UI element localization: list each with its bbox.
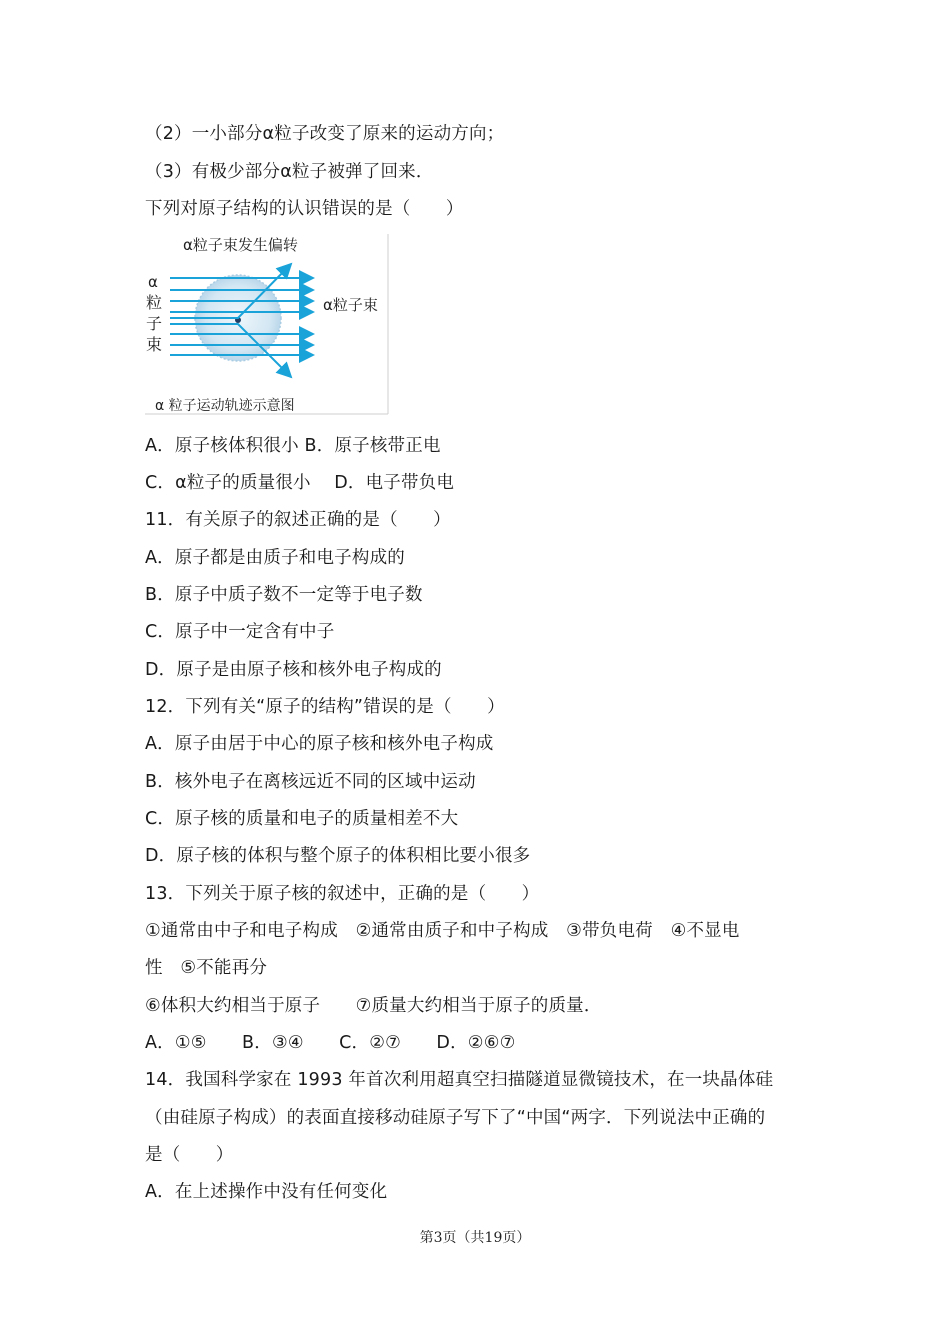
figure-right-label: α粒子束 (323, 296, 378, 314)
question-stem: 11．有关原子的叙述正确的是（ ） (145, 510, 451, 530)
figure-left-label-char: 束 (146, 335, 163, 354)
answer-option: D．原子核的体积与整个原子的体积相比要小很多 (145, 846, 531, 866)
statement-line: ①通常由中子和电子构成 ②通常由质子和中子构成 ③带负电荷 ④不显电 (145, 921, 740, 941)
answer-option: B．原子中质子数不一定等于电子数 (145, 585, 423, 605)
answer-option: A．原子都是由质子和电子构成的 (145, 548, 405, 568)
answer-option: C．原子核的质量和电子的质量相差不大 (145, 809, 459, 829)
answer-option: D．原子是由原子核和核外电子构成的 (145, 660, 442, 680)
figure-caption: α 粒子运动轨迹示意图 (155, 398, 295, 414)
question-stem: 14．我国科学家在 1993 年首次利用超真空扫描隧道显微镜技术，在一块晶体硅 (145, 1070, 774, 1090)
statement-line: ⑥体积大约相当于原子 ⑦质量大约相当于原子的质量． (145, 996, 602, 1016)
question-stem: 13．下列关于原子核的叙述中，正确的是（ ） (145, 884, 540, 904)
question-stem: 是（ ） (145, 1145, 234, 1165)
answer-option: B．核外电子在离核远近不同的区域中运动 (145, 772, 476, 792)
text-line: （2）一小部分α粒子改变了原来的运动方向； (145, 124, 505, 144)
answer-option: A．原子由居于中心的原子核和核外电子构成 (145, 734, 494, 754)
question-stem: 12．下列有关“原子的结构”错误的是（ ） (145, 697, 505, 717)
answer-option: A．在上述操作中没有任何变化 (145, 1182, 388, 1202)
text-line: （3）有极少部分α粒子被弹了回来． (145, 162, 434, 182)
figure-left-label-char: α (148, 273, 158, 291)
alpha-scattering-figure (145, 234, 390, 416)
answer-option: C．原子中一定含有中子 (145, 622, 335, 642)
figure-top-label: α粒子束发生偏转 (183, 236, 298, 254)
figure-left-label-char: 子 (146, 314, 163, 333)
alpha-scattering-diagram (145, 234, 390, 416)
answer-option: A．原子核体积很小 B．原子核带正电 (145, 436, 441, 456)
page-footer: 第3页（共19页） (419, 1230, 531, 1246)
answer-option: C．α粒子的质量很小 D．电子带负电 (145, 473, 455, 493)
question-stem: 下列对原子结构的认识错误的是（ ） (145, 199, 464, 219)
statement-line: 性 ⑤不能再分 (145, 958, 268, 978)
question-stem: （由硅原子构成）的表面直接移动硅原子写下了“中国“两字．下列说法中正确的 (145, 1108, 766, 1128)
answer-option: A．①⑤ B．③④ C．②⑦ D．②⑥⑦ (145, 1033, 516, 1053)
figure-left-label-char: 粒 (146, 293, 163, 312)
